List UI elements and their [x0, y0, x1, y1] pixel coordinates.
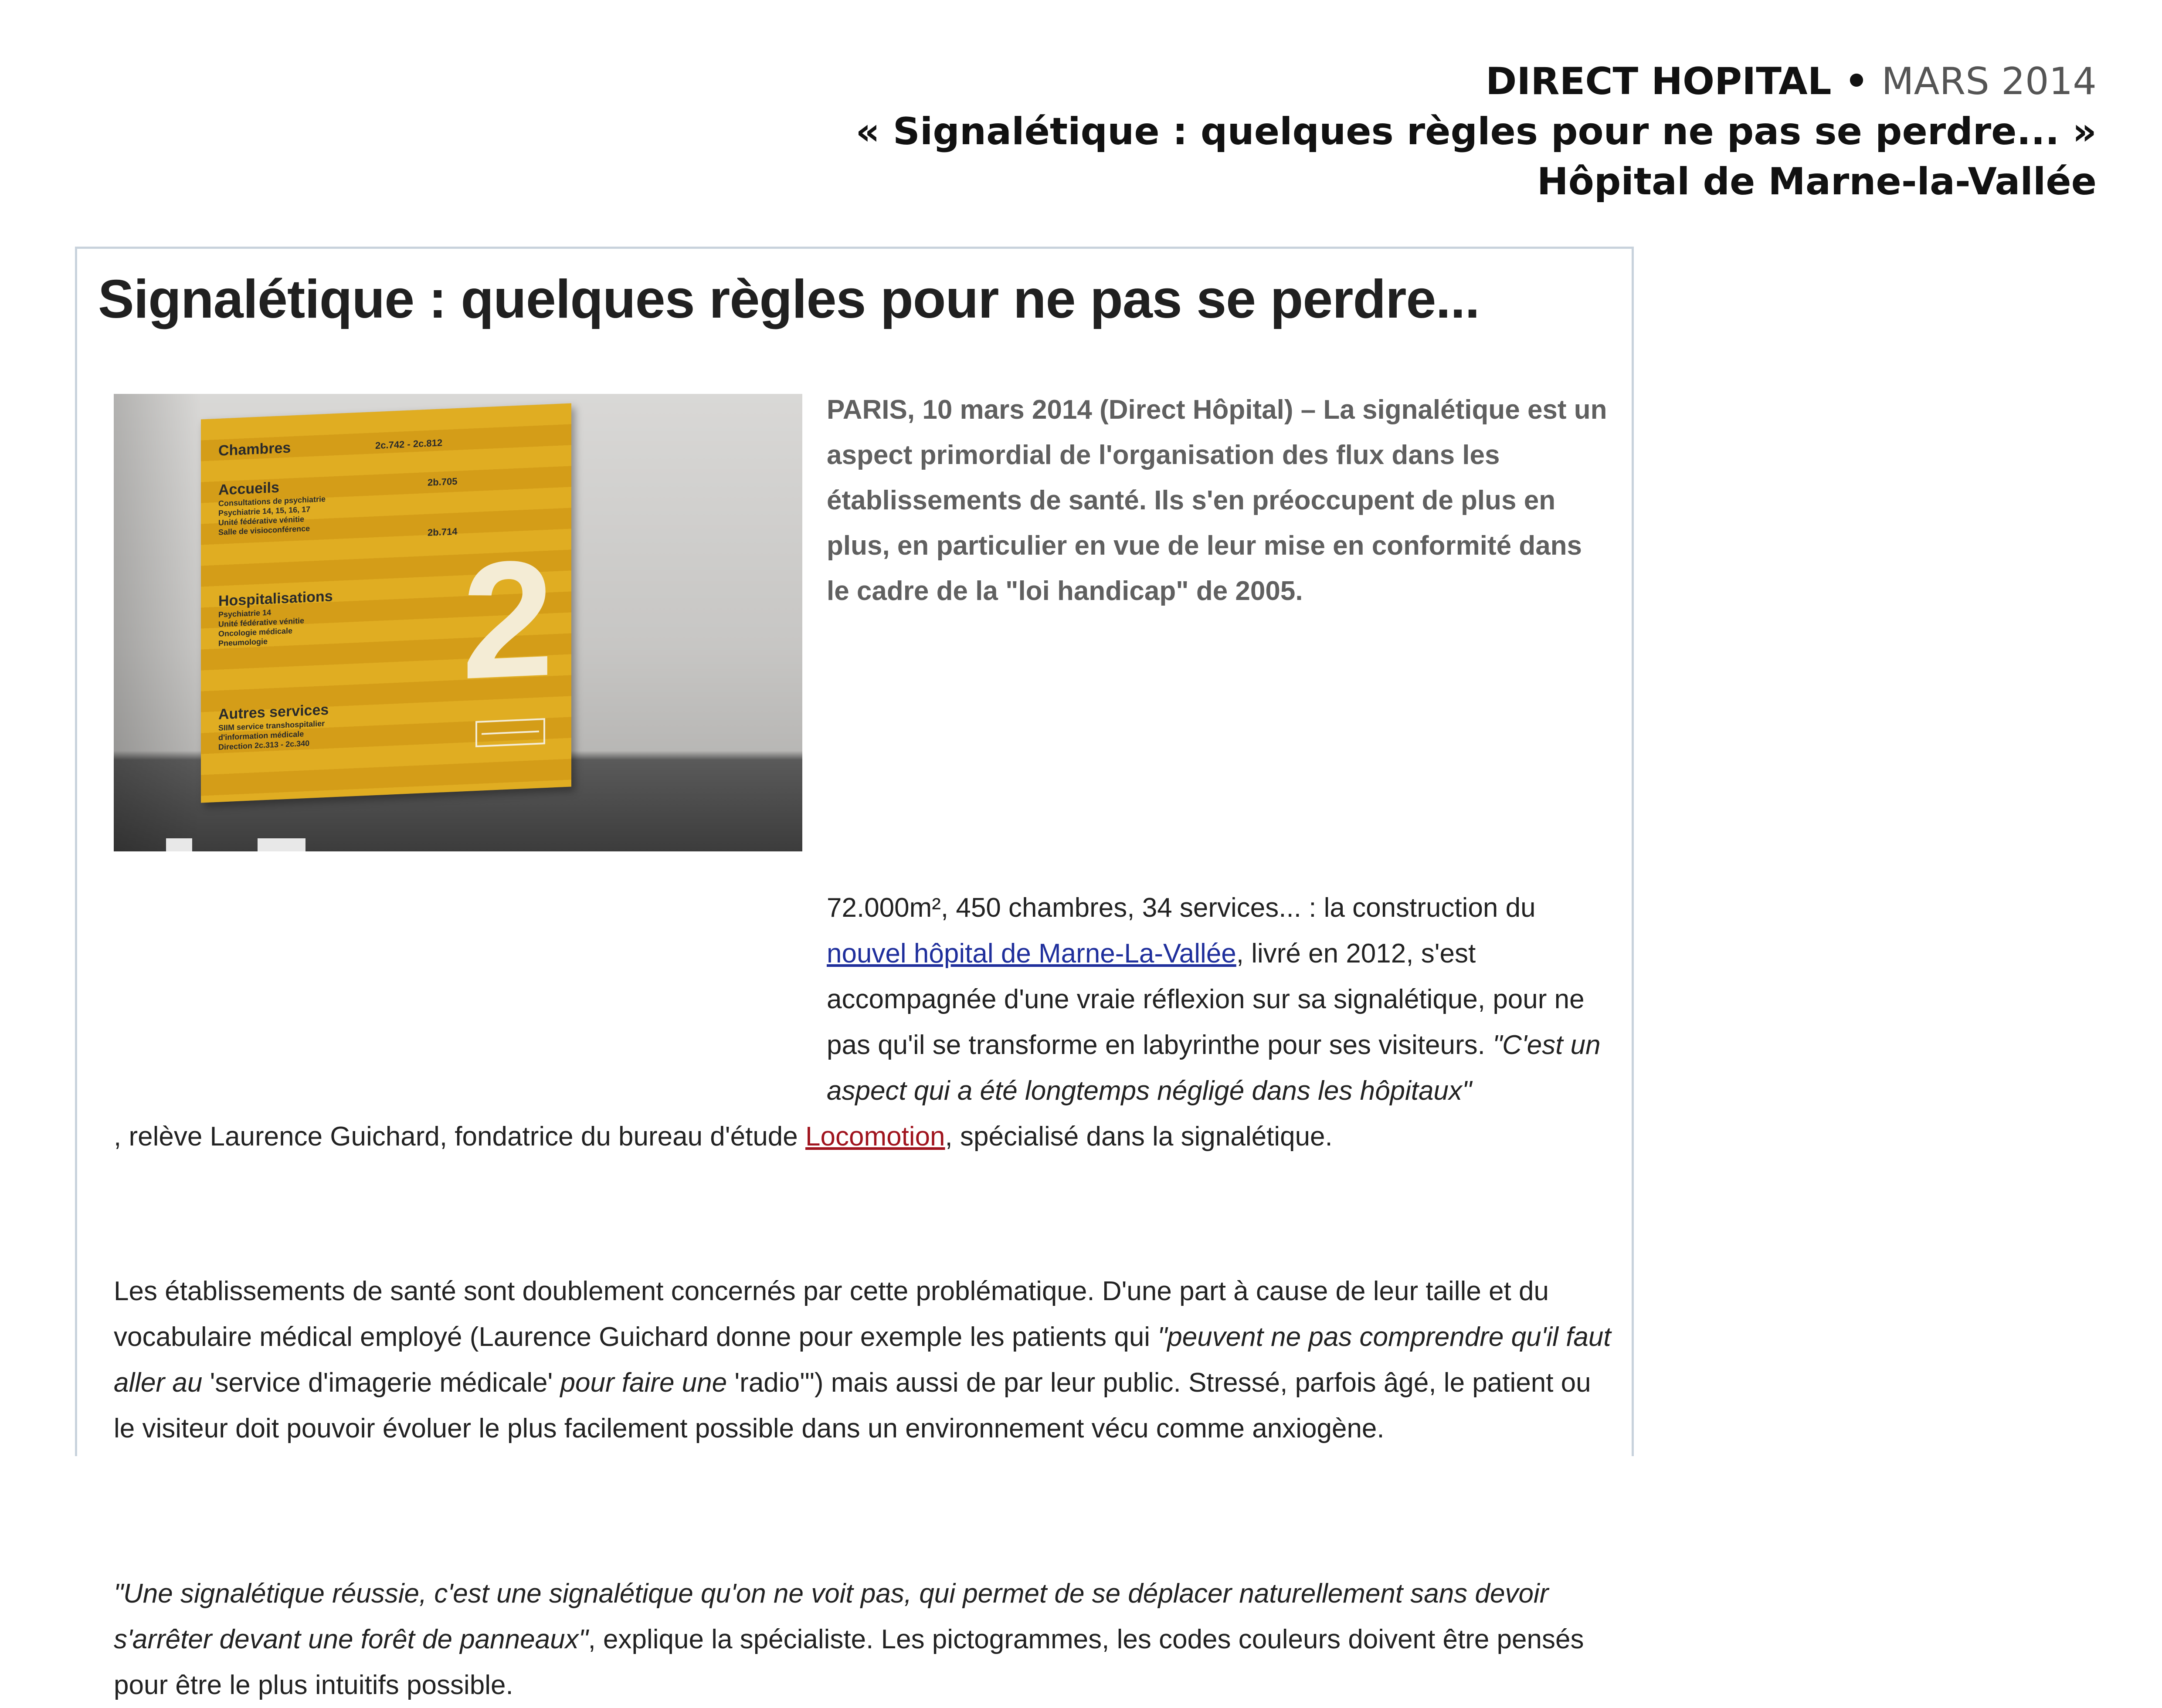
article-paragraph	[114, 1571, 1613, 1708]
sign-line: Unité fédérative vénitie	[218, 515, 305, 527]
sign-group	[218, 477, 326, 537]
article-paragraph	[114, 885, 1613, 1159]
sign-group	[218, 702, 329, 752]
publication-date: MARS 2014	[1881, 60, 2097, 103]
sign-line: Psychiatrie 14, 15, 16, 17	[218, 505, 311, 518]
sign-line: Oncologie médicale	[218, 626, 293, 638]
text-run: , livré en 2012, s'est accompagnée d'une vraie réflexion sur sa signalétique, pour ne pas qu'il se transforme en labyrinthe pour ses visiteurs.	[827, 939, 1585, 1060]
document-header	[855, 57, 2097, 207]
sign-group	[218, 440, 291, 460]
text-run: 'radio'	[734, 1368, 805, 1398]
article-clipping	[75, 247, 1634, 1700]
sign-group	[218, 588, 333, 648]
separator: •	[1844, 60, 1869, 103]
text-run: Les établissements de santé sont doublement concernés par cette problématique. D'une part à cause de leur taille et du vocabulaire médical employé (Laurence Guichard donne pour exemple les patients qui	[114, 1276, 1549, 1352]
sign-heading: Accueils	[218, 479, 279, 498]
paragraph-text-beside-photo	[114, 885, 1613, 1114]
quote: "peuvent ne pas comprendre qu'il faut aller au	[114, 1322, 1611, 1398]
floor-object	[258, 838, 305, 851]
text-run: , spécialisé dans la signalétique.	[945, 1122, 1333, 1152]
sign-line: Unité fédérative vénitie	[218, 616, 305, 629]
sign-line: SIIM service transhospitalier	[218, 719, 325, 732]
publication-line	[855, 57, 2097, 107]
sign-line: Pneumologie	[218, 637, 268, 648]
quote: "C'est un aspect qui a été longtemps négligé dans les hôpitaux"	[827, 1030, 1601, 1106]
hospital-link[interactable]: nouvel hôpital de Marne-La-Vallée	[827, 939, 1236, 969]
text-run: , explique la spécialiste. Les pictogrammes, les codes couleurs doivent être pensés pour être le plus intuitifs possible.	[114, 1624, 1584, 1700]
sign-line: d'information médicale	[218, 729, 304, 742]
text-run: mais aussi de par leur public. Stressé, parfois âgé, le patient ou le visiteur doit pouvoir évoluer le plus facilement possible dans un environnement vécu comme anxiogène.	[114, 1368, 1591, 1444]
sign-line: Psychiatrie 14	[218, 608, 272, 619]
sign-line: Consultations de psychiatrie	[218, 495, 326, 508]
article-title: Signalétique : quelques règles pour ne pas se perdre...	[98, 269, 1480, 329]
quote: pour faire une	[553, 1368, 735, 1398]
direction-arrow-icon	[475, 718, 545, 747]
text-run: 72.000m², 450 chambres, 34 services... : la construction du	[827, 893, 1536, 923]
text-run: 'service d'imagerie médicale'	[210, 1368, 553, 1398]
sign-line: Direction 2c.313 - 2c.340	[218, 739, 310, 752]
article-lead: PARIS, 10 mars 2014 (Direct Hôpital) – La signalétique est un aspect primordial de l'organisation des flux dans les établissements de santé. Ils s'en préoccupent de plus en plus, en particulier en vue de leur mise en conformité dans le cadre de la "loi handicap" de 2005.	[827, 395, 1607, 606]
locomotion-link[interactable]: Locomotion	[805, 1122, 945, 1152]
text-run: ")	[804, 1368, 824, 1398]
wayfinding-sign	[201, 403, 571, 803]
sign-heading: Hospitalisations	[218, 588, 333, 610]
sign-room-code: 2c.742 - 2c.812	[375, 437, 443, 451]
text-run: , relève Laurence Guichard, fondatrice du bureau d'étude	[114, 1122, 805, 1152]
article-paragraph	[114, 1268, 1613, 1451]
floor-number: 2	[462, 525, 554, 714]
quote: "Une signalétique réussie, c'est une signalétique qu'on ne voit pas, qui permet de se déplacer naturellement sans devoir s'arrêter devant une forêt de panneaux"	[114, 1579, 1549, 1654]
sign-room-code: 2b.714	[428, 525, 458, 538]
sign-room-code: 2b.705	[428, 475, 458, 488]
subject-line: Hôpital de Marne-la-Vallée	[1537, 160, 2097, 203]
article-photo	[114, 394, 802, 851]
sign-line: Salle de visioconférence	[218, 524, 310, 537]
sign-heading: Chambres	[218, 439, 291, 459]
wall-shadow	[114, 394, 201, 851]
sign-heading: Autres services	[218, 701, 329, 723]
floor-object	[166, 838, 192, 851]
publication-name: DIRECT HOPITAL	[1486, 60, 1832, 103]
quoted-article-title: « Signalétique : quelques règles pour ne pas se perdre... »	[855, 110, 2097, 153]
